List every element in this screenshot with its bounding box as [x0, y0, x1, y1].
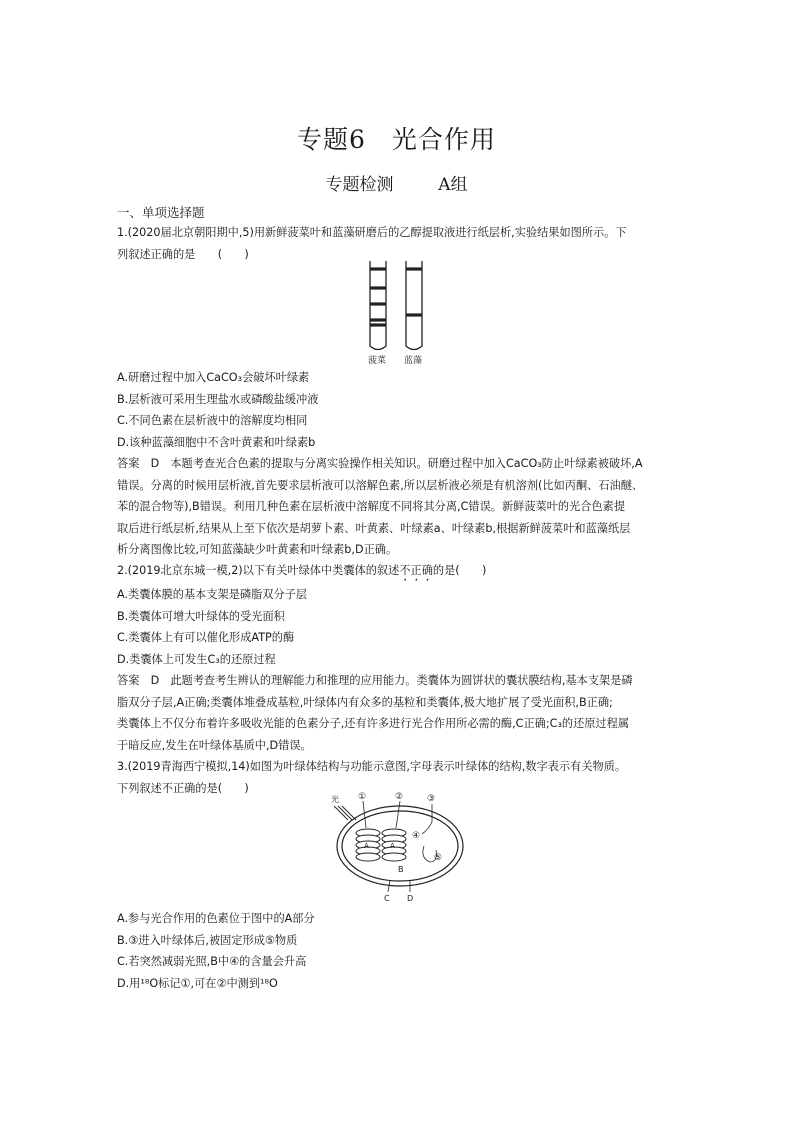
- label-n4: ④: [412, 831, 421, 841]
- q2-option-b: B.类囊体可增大叶绿体的受光面积: [117, 609, 285, 623]
- label-n5: ⑤: [434, 853, 443, 863]
- q2-answer-line: 于暗反应,发生在叶绿体基质中,D错误。: [117, 738, 312, 752]
- q1-answer-line: 答案 D 本题考查光合色素的提取与分离实验操作相关知识。研磨过程中加入CaCO₃防止叶绿素被破坏,A: [117, 457, 643, 470]
- q1-answer-line: 错误。分离的时候用层析液,首先要求层析液可以溶解色素,所以层析液必须是有机溶剂(比如丙酮、石油醚、: [117, 478, 644, 492]
- label-n2: ②: [395, 792, 404, 802]
- label-spinach: 菠菜: [368, 356, 387, 366]
- q3-options: [117, 908, 677, 994]
- q1-answer-line: 析分离图像比较,可知蓝藻缺少叶黄素和叶绿素b,D正确。: [117, 543, 398, 556]
- page-subtitle: [0, 170, 793, 195]
- q2-stem-a: 2.(2019北京东城一模,2)以下有关叶绿体中类囊体的叙述: [117, 564, 400, 577]
- label-b: B: [398, 865, 404, 874]
- q2-answer-line: 答案 D 此题考查考生辨认的理解能力和推理的应用能力。类囊体为圆饼状的囊状膜结构,基本支架是磷: [117, 674, 633, 687]
- label-c: C: [384, 894, 390, 903]
- q2-stem-b: 的是( ): [432, 564, 487, 577]
- q3-option-a: A.参与光合作用的色素位于图中的A部分: [117, 912, 315, 925]
- tube-cyanobacteria: [406, 261, 422, 350]
- label-light: 光: [331, 795, 339, 804]
- q2-option-c: C.类囊体上有可以催化形成ATP的酶: [117, 631, 295, 644]
- q1-stem-line: 1.(2020届北京朝阳期中,5)用新鲜菠菜叶和蓝藻研磨后的乙醇提取液进行纸层析,实验结果如图所示。下: [117, 226, 627, 239]
- chloroplast-diagram: [328, 788, 468, 903]
- q3-option-b: B.③进入叶绿体后,被固定形成⑤物质: [117, 933, 298, 947]
- q2-answer-line: 类囊体上不仅分布着许多吸收光能的色素分子,还有许多进行光合作用所必需的酶,C正确;C₃的还原过程属: [117, 717, 630, 730]
- label-a-left: A: [364, 842, 369, 850]
- label-cyanobacteria: 蓝藻: [404, 356, 423, 366]
- q2: [117, 560, 677, 799]
- subtitle-right: A组: [438, 175, 468, 195]
- q1-options: [117, 367, 677, 561]
- q2-option-a: A.类囊体膜的基本支架是磷脂双分子层: [117, 588, 308, 601]
- q2-stem: [117, 560, 677, 584]
- q2-option-d: D.类囊体上可发生C₃的还原过程: [117, 652, 276, 666]
- subtitle-left: 专题检测: [325, 175, 394, 195]
- q3-option-d: D.用¹⁸O标记①,可在②中测到¹⁸O: [117, 976, 278, 990]
- q1-option-d: D.该种蓝藻细胞中不含叶黄素和叶绿素b: [117, 435, 316, 449]
- q1-answer-line: 苯的混合物等),B错误。利用几种色素在层析液中溶解度不同将其分离,C错误。新鲜菠菜叶的光合色素提: [117, 500, 626, 513]
- chromatography-figure: [360, 258, 440, 368]
- q1-option-c: C.不同色素在层析液中的溶解度均相同: [117, 414, 308, 427]
- q3-stem-line: 3.(2019青海西宁模拟,14)如图为叶绿体结构与功能示意图,字母表示叶绿体的结构,数字表示有关物质。: [117, 760, 627, 773]
- q1-option-a: A.研磨过程中加入CaCO₃会破坏叶绿素: [117, 371, 310, 384]
- q1-answer-line: 取后进行纸层析,结果从上至下依次是胡萝卜素、叶黄素、叶绿素a、叶绿素b,根据新鲜菠菜叶和蓝藻纸层: [117, 521, 631, 535]
- label-n3: ③: [427, 794, 436, 804]
- q3-option-c: C.若突然减弱光照,B中④的含量会升高: [117, 955, 307, 968]
- q3-stem-line: 下列叙述不正确的是( ): [117, 781, 249, 795]
- label-a-right: A: [390, 842, 395, 850]
- label-n1: ①: [358, 792, 367, 802]
- q1-option-b: B.层析液可采用生理盐水或磷酸盐缓冲液: [117, 392, 319, 406]
- q2-stem-emphasis: 不正确: [399, 564, 433, 577]
- q2-answer-line: 脂双分子层,A正确;类囊体堆叠成基粒,叶绿体内有众多的基粒和类囊体,极大地扩展了受光面积,B正确;: [117, 695, 613, 709]
- label-d: D: [407, 894, 414, 903]
- q1-stem-line: 列叙述正确的是 ( ): [117, 247, 249, 261]
- section-heading: 一、单项选择题: [117, 205, 205, 220]
- page-title: 专题6 光合作用: [297, 125, 496, 154]
